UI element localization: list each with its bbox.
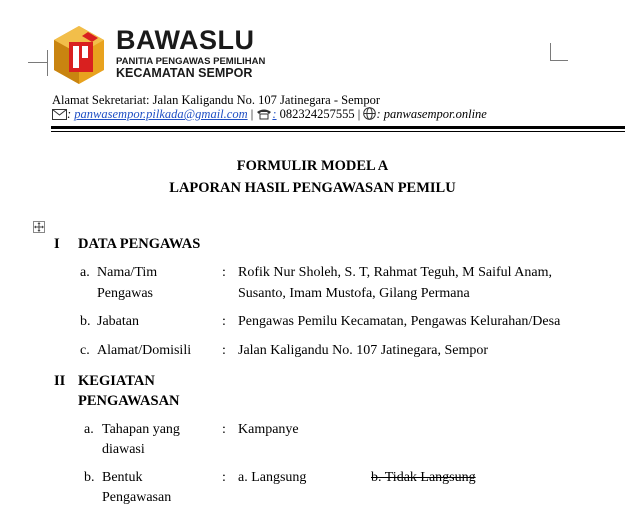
row-letter: c. [80,343,90,358]
row-letter: b. [80,314,91,329]
brand-block [116,26,265,80]
form-subtitle: LAPORAN HASIL PENGAWASAN PEMILU [169,180,456,196]
form-title: FORMULIR MODEL A [236,158,389,174]
section-1-heading: DATA PENGAWAS [78,236,201,252]
section-1-number: I [54,236,60,252]
crop-mark-left-h [28,62,48,63]
section-2-number: II [54,373,66,389]
row-label-cont: Pengawas [97,286,153,301]
table-move-handle[interactable] [33,221,45,233]
separator-2: | [357,107,361,121]
row-label: Tahapan yang [102,422,180,437]
secretariat-address: Alamat Sekretariat: Jalan Kaligandu No. 107 Jatinegara - Sempor [52,93,381,107]
row-label: Jabatan [97,314,139,329]
option-langsung: a. Langsung [238,470,307,485]
row-letter: a. [84,422,94,437]
web-prefix: : [376,107,384,121]
globe-icon [363,107,376,120]
phone-icon [256,108,272,120]
row-colon: : [222,343,226,358]
contact-line [52,107,487,121]
email-prefix: : [67,107,75,121]
row-colon: : [222,470,226,485]
separator-1: | [250,107,254,121]
crop-mark-right-v [550,43,551,60]
crop-mark-right-h [550,60,568,61]
org-subtitle-1: PANITIA PENGAWAS PEMILIHAN [116,56,266,67]
email-icon [52,109,67,120]
row-colon: : [222,265,226,280]
org-subtitle-2: KECAMATAN SEMPOR [116,66,253,80]
row-value: Jalan Kaligandu No. 107 Jatinegara, Sempor [238,343,488,358]
row-value: Kampanye [238,422,299,437]
move-icon [34,222,44,232]
row-value: Rofik Nur Sholeh, S. T, Rahmat Teguh, M Saiful Anam, [238,265,553,280]
section-2-heading-cont: PENGAWASAN [78,393,180,409]
option-tidak-langsung: b. Tidak Langsung [371,470,476,485]
row-letter: a. [80,265,90,280]
org-name: BAWASLU [116,25,255,55]
phone-number: 082324257555 [279,107,355,121]
website[interactable]: panwasempor.online [383,107,487,121]
row-letter: b. [84,470,95,485]
row-label-cont: Pengawasan [102,490,172,505]
row-colon: : [222,314,226,329]
row-label: Nama/Tim [97,265,158,280]
email-link[interactable]: panwasempor.pilkada@gmail.com [74,107,248,121]
row-value: Pengawas Pemilu Kecamatan, Pengawas Kelurahan/Desa [238,314,561,329]
row-value-cont: Susanto, Imam Mustofa, Gilang Permana [238,286,470,301]
phone-prefix: : [272,107,277,121]
crop-mark-left-v [47,50,48,76]
bawaslu-logo-icon [52,24,106,86]
row-colon: : [222,422,226,437]
header-rule-thin [51,131,625,132]
section-2-heading: KEGIATAN [78,373,155,389]
row-label: Alamat/Domisili [97,343,192,358]
header-rule-thick [51,126,625,129]
row-label: Bentuk [102,470,143,485]
row-label-cont: diawasi [102,442,145,457]
